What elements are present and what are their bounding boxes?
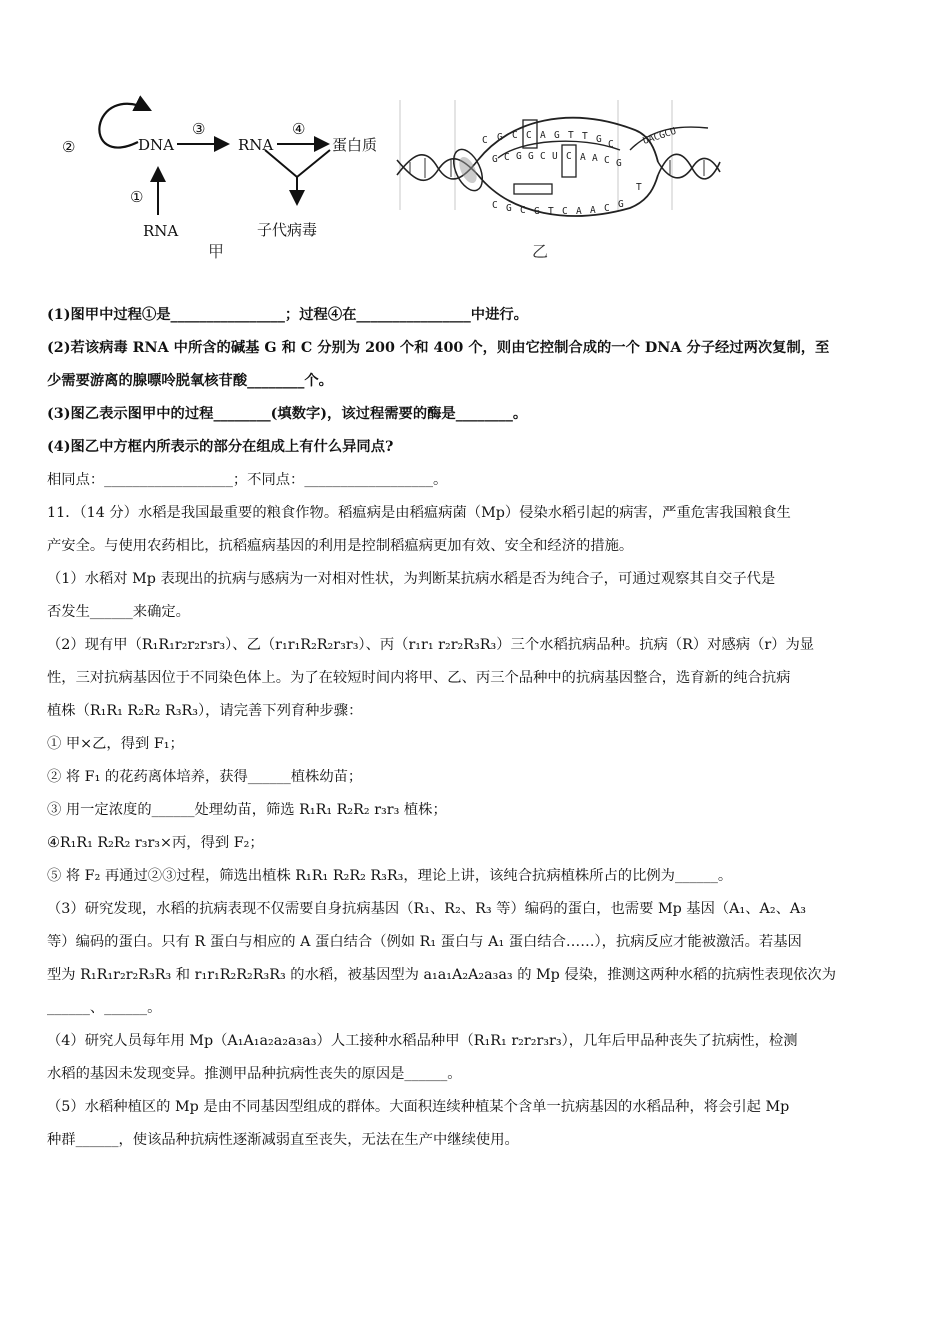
q2-line-b: 少需要游离的腺嘌呤脱氧核苷酸________个。	[47, 373, 333, 389]
svg-text:A: A	[576, 206, 582, 217]
svg-text:G: G	[554, 130, 560, 141]
svg-text:A: A	[590, 205, 596, 216]
node-protein: 蛋白质	[332, 136, 378, 154]
dna-bottom-strand	[478, 175, 658, 216]
q2-line-a: (2)若该病毒 RNA 中所含的碱基 G 和 C 分别为 200 个和 400 个，则由它控制合成的一个 DNA 分子经过两次复制，至	[47, 340, 830, 356]
svg-text:C: C	[526, 130, 532, 141]
dna-helix-right-b	[658, 154, 720, 179]
p11-part3-c: 型为 R₁R₁r₂r₂R₃R₃ 和 r₁r₁R₂R₂R₃R₃ 的水稻，被基因型为 a₁a₁A₂A₂a₃a₃ 的 Mp 侵染，推测这两种水稻的抗病性表现依次为	[47, 967, 837, 983]
p11-part3-d: ______、______。	[47, 1000, 162, 1016]
q4-answer: 相同点：__________________；不同点：__________________。	[47, 472, 448, 488]
q4: (4)图乙中方框内所表示的部分在组成上有什么异同点?	[47, 439, 394, 455]
p11-part3-b: 等）编码的蛋白。只有 R 蛋白与相应的 A 蛋白结合（例如 R₁ 蛋白与 A₁ 蛋白结合……），抗病反应才能被激活。若基因	[47, 934, 802, 950]
node-progeny-virus: 子代病毒	[257, 221, 318, 239]
svg-text:G: G	[528, 151, 534, 162]
merge-lines	[265, 150, 330, 177]
p11-step2: ② 将 F₁ 的花药离体培养，获得______植株幼苗；	[47, 769, 363, 785]
figure-svg	[40, 80, 740, 280]
svg-text:T: T	[548, 206, 554, 217]
svg-text:C: C	[604, 203, 610, 214]
figure-yi	[397, 100, 720, 261]
svg-text:U: U	[552, 151, 558, 162]
p11-part2-a: （2）现有甲（R₁R₁r₂r₂r₃r₃）、乙（r₁r₁R₂R₂r₃r₃）、丙（r₁r₁ r₂r₂R₃R₃）三个水稻抗病品种。抗病（R）对感病（r）为显	[47, 637, 815, 653]
p11-part1-a: （1）水稻对 Mp 表现出的抗病与感病为一对相对性状，为判断某抗病水稻是否为纯合子，可通过观察其自交子代是	[47, 571, 776, 587]
p11-part3-a: （3）研究发现，水稻的抗病表现不仅需要自身抗病基因（R₁、R₂、R₃ 等）编码的蛋白，也需要 Mp 基因（A₁、A₂、A₃	[47, 901, 806, 917]
q1: (1)图甲中过程①是________________；过程④在________________中进行。	[47, 307, 528, 323]
svg-text:T: T	[582, 131, 588, 142]
label-process-2: ②	[62, 138, 76, 156]
p11-intro-a: 11．（14 分）水稻是我国最重要的粮食作物。稻瘟病是由稻瘟病菌（Mp）侵染水稻引起的病害，严重危害我国粮食生	[47, 505, 791, 521]
svg-text:C: C	[482, 135, 488, 146]
svg-text:G: G	[506, 203, 512, 214]
p11-part2-c: 植株（R₁R₁ R₂R₂ R₃R₃），请完善下列育种步骤：	[47, 703, 363, 719]
svg-text:C: C	[562, 206, 568, 217]
svg-text:C: C	[504, 152, 510, 163]
q3: (3)图乙表示图甲中的过程________(填数字)，该过程需要的酶是________。	[47, 406, 528, 422]
p11-step4: ④R₁R₁ R₂R₂ r₃r₃×丙，得到 F₂；	[47, 835, 264, 851]
p11-part2-b: 性，三对抗病基因位于不同染色体上。为了在较短时间内将甲、乙、丙三个品种中的抗病基因整合，选育新的纯合抗病	[47, 670, 791, 686]
caption-jia: 甲	[208, 242, 225, 261]
dna-helix-right-a	[658, 158, 720, 177]
svg-text:G: G	[534, 206, 540, 217]
svg-text:C: C	[608, 139, 614, 150]
seq-tail-right: T	[636, 182, 642, 193]
svg-text:G: G	[516, 151, 522, 162]
p11-step1: ① 甲×乙，得到 F₁；	[47, 736, 184, 752]
seq-tail: UACGCU	[641, 125, 678, 147]
svg-text:G: G	[616, 158, 622, 169]
p11-intro-b: 产安全。与使用农药相比，抗稻瘟病基因的利用是控制稻瘟病更加有效、安全和经济的措施。	[47, 538, 634, 554]
svg-text:A: A	[580, 152, 586, 163]
svg-text:C: C	[540, 151, 546, 162]
svg-text:G: G	[596, 134, 602, 145]
svg-text:C: C	[520, 205, 526, 216]
figure-jia	[62, 104, 377, 261]
label-process-1: ①	[130, 188, 144, 206]
box-bottom	[514, 184, 552, 194]
p11-part5-a: （5）水稻种植区的 Mp 是由不同基因型组成的群体。大面积连续种植某个含单一抗病基因的水稻品种，将会引起 Mp	[47, 1099, 790, 1115]
p11-step5: ⑤ 将 F₂ 再通过②③过程，筛选出植株 R₁R₁ R₂R₂ R₃R₃，理论上讲，该纯合抗病植株所占的比例为______。	[47, 868, 733, 884]
question-text	[47, 306, 909, 1149]
figure-area	[40, 80, 740, 280]
p11-part5-b: 种群______，使该品种抗病性逐渐减弱直至丧失，无法在生产中继续使用。	[47, 1132, 519, 1148]
p11-step3: ③ 用一定浓度的______处理幼苗，筛选 R₁R₁ R₂R₂ r₃r₃ 植株；	[47, 802, 447, 818]
node-rna: RNA	[238, 136, 274, 154]
svg-text:C: C	[512, 130, 518, 141]
svg-text:A: A	[540, 130, 546, 141]
p11-part4-a: （4）研究人员每年用 Mp（A₁A₁a₂a₂a₃a₃）人工接种水稻品种甲（R₁R₁ r₂r₂r₃r₃），几年后甲品种丧失了抗病性，检测	[47, 1033, 798, 1049]
svg-text:G: G	[492, 154, 498, 165]
label-process-3: ③	[192, 120, 206, 138]
svg-text:C: C	[492, 200, 498, 211]
svg-text:A: A	[592, 153, 598, 164]
p11-part4-b: 水稻的基因未发现变异。推测甲品种抗病性丧失的原因是______。	[47, 1066, 462, 1082]
svg-text:C: C	[566, 151, 572, 162]
label-process-4: ④	[292, 120, 306, 138]
node-rna-bottom: RNA	[143, 222, 179, 240]
svg-text:G: G	[497, 132, 503, 143]
svg-text:T: T	[568, 130, 574, 141]
seq-mid	[492, 151, 622, 169]
svg-text:C: C	[604, 155, 610, 166]
svg-text:G: G	[618, 199, 624, 210]
seq-top	[482, 130, 614, 150]
p11-part1-b: 否发生______来确定。	[47, 604, 190, 620]
node-dna: DNA	[138, 136, 174, 154]
caption-yi: 乙	[532, 242, 549, 261]
